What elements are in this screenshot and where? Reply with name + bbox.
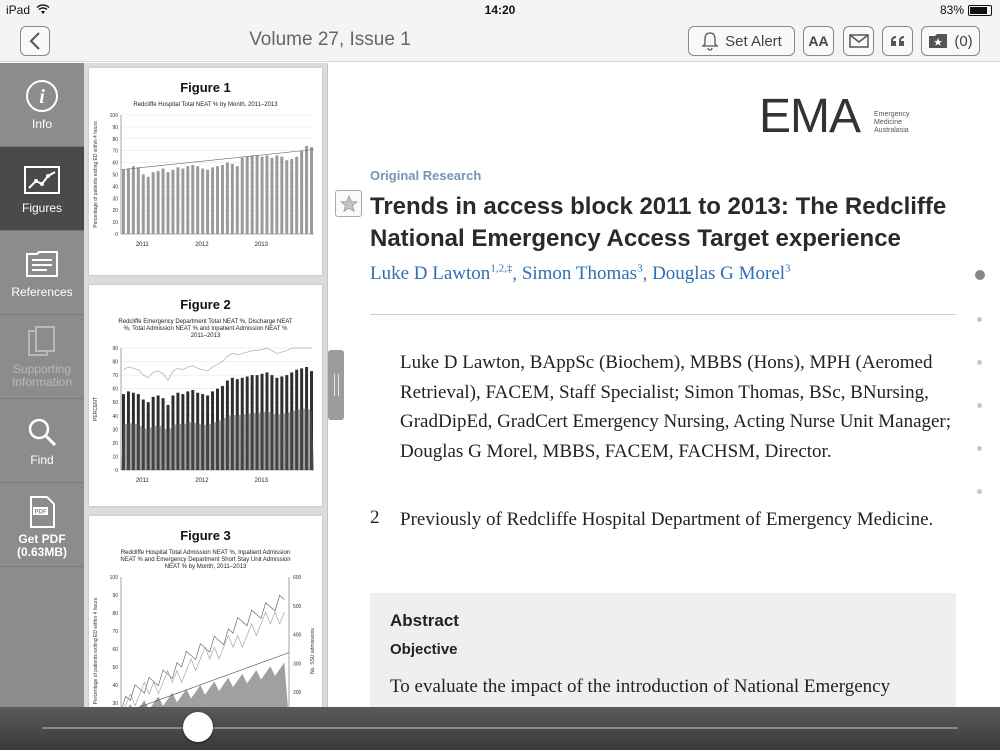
- sidebar-item-label: References: [11, 285, 73, 299]
- logo-line: Medicine: [874, 119, 903, 126]
- chart-title: Redcliffe Emergency Department Total NEAT %, Discharge NEAT %, Total Admission NEAT % and Inpatient Admission NEAT % 2011–2013: [118, 319, 293, 339]
- bar: [290, 159, 293, 234]
- font-size-icon: AA: [808, 33, 829, 49]
- bar: [226, 163, 229, 234]
- bar: [142, 175, 145, 235]
- figure-2-chart: [89, 340, 322, 490]
- bar: [196, 166, 199, 234]
- y-tick-label: 80: [112, 136, 118, 143]
- x-group-label: 2013: [254, 478, 268, 484]
- chart-title: Redcliffe Hospital Total NEAT % by Month, 2011–2013: [133, 102, 278, 108]
- y-tick-label: 90: [112, 346, 118, 352]
- article-category: Original Research: [370, 168, 482, 183]
- y-tick-label: 20: [112, 208, 118, 215]
- y-tick-label: 60: [112, 160, 118, 167]
- pdf-icon: [29, 496, 55, 528]
- bar: [191, 165, 194, 234]
- y-tick-label: 40: [112, 413, 118, 420]
- battery-icon: [968, 5, 992, 16]
- y-tick-label: 80: [112, 611, 118, 617]
- y-tick-label: 90: [112, 593, 118, 599]
- bar: [310, 147, 313, 234]
- y-tick-label: 60: [112, 386, 118, 393]
- bar: [275, 155, 278, 234]
- sidebar-item-get-pdf[interactable]: [0, 483, 84, 567]
- page-dot[interactable]: [977, 360, 982, 365]
- objective-heading: Objective: [390, 641, 458, 658]
- divider: [370, 314, 956, 315]
- y-tick-label: 70: [112, 373, 118, 380]
- chart-icon: [24, 166, 60, 194]
- sidebar-item-label: Figures: [21, 201, 62, 215]
- author-link[interactable]: Simon Thomas$^3$: [521, 263, 643, 285]
- page-dot[interactable]: [977, 446, 982, 451]
- y-tick-label: 60: [112, 647, 118, 653]
- y-tick-label: 30: [112, 701, 118, 707]
- bar: [285, 160, 288, 234]
- y-tick-label: 50: [112, 665, 118, 671]
- bar: [305, 146, 308, 234]
- bar: [181, 169, 184, 234]
- position-slider-thumb[interactable]: [183, 712, 213, 742]
- bar: [206, 170, 209, 234]
- x-group-label: 2012: [195, 478, 209, 484]
- quote-icon: [890, 35, 906, 47]
- bar: [127, 169, 130, 234]
- star-icon: [340, 195, 358, 213]
- bar: [162, 169, 165, 234]
- y-tick-label: 80: [112, 359, 118, 366]
- battery-status: [940, 3, 992, 17]
- cite-button[interactable]: [882, 26, 913, 56]
- logo-line: Australasia: [874, 127, 909, 134]
- y-tick-label: 10: [112, 220, 118, 227]
- bar: [280, 157, 283, 234]
- figure-label: Figure 2: [180, 297, 231, 312]
- saved-count: (0): [954, 32, 973, 50]
- y-tick-label: 70: [112, 629, 118, 635]
- reading-position-bar: [0, 707, 1000, 750]
- favorite-button[interactable]: [335, 190, 362, 217]
- bar: [236, 166, 239, 234]
- sidebar-item-find[interactable]: [0, 399, 84, 483]
- bar: [157, 171, 160, 234]
- y-tick-label: 30: [112, 196, 118, 203]
- series-line: [123, 348, 311, 381]
- set-alert-label: Set Alert: [725, 32, 782, 50]
- y-tick-right-label: 300: [293, 661, 302, 668]
- bar: [137, 167, 140, 234]
- bell-icon: [701, 31, 719, 51]
- battery-percent: 83%: [939, 3, 964, 17]
- issue-title: Volume 27, Issue 1: [249, 29, 411, 50]
- page-dot[interactable]: [975, 270, 985, 280]
- y-tick-label: 50: [112, 172, 118, 179]
- affiliation-2: Previously of Redcliffe Hospital Department of Emergency Medicine.: [400, 509, 934, 530]
- search-icon: [27, 417, 57, 447]
- bar: [132, 166, 135, 234]
- objective-text: To evaluate the impact of the introduction of National Emergency: [390, 676, 891, 697]
- bar: [251, 155, 254, 234]
- x-group-label: 2011: [135, 478, 149, 484]
- bar: [167, 172, 170, 234]
- figure-3-chart: [89, 571, 322, 711]
- abstract-section: [370, 593, 956, 723]
- y-tick-label: 10: [112, 454, 118, 461]
- status-bar: [0, 0, 1000, 20]
- figure-label: Figure 1: [180, 80, 231, 95]
- y-tick-right-label: 400: [293, 632, 302, 639]
- x-group-label: 2013: [254, 242, 268, 248]
- sidebar-item-references[interactable]: [0, 231, 84, 315]
- article-content: [345, 63, 1000, 707]
- email-button[interactable]: [843, 26, 874, 56]
- figure-1-chart: [89, 109, 322, 259]
- bar: [152, 172, 155, 234]
- affiliation-2-number: 2: [370, 507, 380, 528]
- bar: [147, 177, 150, 234]
- bar: [261, 157, 264, 234]
- y-tick-label: 40: [112, 683, 118, 689]
- y-tick-label: 40: [112, 184, 118, 191]
- sidebar: [0, 63, 84, 707]
- article-title: Trends in access block 2011 to 2013: The Redcliffe National Emergency Access Target experience: [370, 193, 947, 252]
- bar: [176, 167, 179, 234]
- y-tick-label: 20: [112, 440, 118, 447]
- bar: [246, 157, 249, 234]
- info-icon: [25, 79, 59, 113]
- set-alert-button[interactable]: [688, 26, 795, 56]
- sidebar-item-label: Supporting Information: [11, 362, 73, 389]
- bar: [221, 165, 224, 234]
- chart-title: Redcliffe Hospital Total Admission NEAT %, Inpatient Admission NEAT % and Emergency Department Short Stay Unit Admission NEAT % by Month, 2011–2013: [120, 550, 291, 570]
- y-tick-label: 30: [112, 427, 118, 434]
- sidebar-item-info[interactable]: [0, 63, 84, 147]
- sidebar-item-label: Get PDF (0.63MB): [16, 532, 67, 559]
- abstract-heading: Abstract: [390, 611, 459, 630]
- y-axis-label: PERCENT: [93, 397, 99, 421]
- envelope-icon: [849, 34, 869, 48]
- journal-logo: [759, 90, 910, 143]
- bar: [300, 151, 303, 234]
- x-group-label: 2012: [195, 242, 209, 248]
- sidebar-item-figures[interactable]: [0, 147, 84, 231]
- y-tick-label: 100: [109, 113, 118, 119]
- y-tick-label: 70: [112, 148, 118, 155]
- y-tick-label: 0: [115, 232, 118, 238]
- y-axis-label: Percentage of patients exiting ED within 4 hours: [93, 121, 99, 228]
- bar: [122, 170, 125, 234]
- sidebar-item-label: Find: [30, 453, 54, 467]
- sidebar-item-label: Info: [31, 117, 52, 131]
- bar: [256, 155, 259, 234]
- author-link[interactable]: Luke D Lawton$^{1,2,\ddagger}$: [370, 263, 513, 285]
- panel-resize-handle[interactable]: [328, 350, 344, 420]
- clock: 14:20: [484, 3, 516, 17]
- y-tick-right-label: 600: [293, 575, 302, 581]
- svg-text:i: i: [39, 86, 45, 108]
- sidebar-item-supporting-information[interactable]: [0, 315, 84, 399]
- y-tick-label: 50: [112, 400, 118, 407]
- svg-text:PDF: PDF: [34, 509, 47, 516]
- bar: [266, 155, 269, 234]
- figure-2-card[interactable]: [89, 285, 322, 506]
- author-list: Luke D Lawton$^{1,2,\ddagger}$, Simon Thomas$^3$, Douglas G Morel$^3$: [370, 263, 791, 285]
- bar: [231, 164, 234, 234]
- bar: [201, 169, 204, 234]
- page-dot[interactable]: [977, 317, 982, 322]
- device-name: iPad: [6, 3, 31, 17]
- supporting-info-icon: [27, 325, 57, 359]
- folder-star-icon: [928, 33, 948, 49]
- affiliation-1: Luke D Lawton, BAppSc (Biochem), MBBS (Hons), MPH (Aeromed Retrieval), FACEM, Staff Specialist; Simon Thomas, BSc, BNursing, GradDipEd, GradCert Emergency Nursing, Acting Nurse Unit Manager; Douglas G Morel, MBBS, FACEM, FACHSM, Director.: [400, 352, 952, 462]
- y-tick-label: 0: [115, 468, 118, 474]
- journal-logo-mark: EMA: [759, 90, 861, 143]
- x-group-label: 2011: [135, 242, 149, 248]
- y-axis-right-label: No. SSU admissions: [310, 628, 316, 674]
- bar: [295, 157, 298, 234]
- bar: [171, 170, 174, 234]
- y-tick-right-label: 200: [293, 690, 302, 697]
- page-dot[interactable]: [977, 489, 982, 494]
- y-tick-label: 90: [112, 124, 118, 131]
- figure-1-card[interactable]: [89, 68, 322, 275]
- logo-line: Emergency: [874, 111, 910, 118]
- references-icon: [25, 250, 59, 278]
- saved-articles-button[interactable]: [921, 26, 980, 56]
- bar: [211, 167, 214, 234]
- figures-panel: [84, 63, 328, 707]
- y-axis-label: Percentage of patients exiting ED within 4 hours: [93, 597, 99, 705]
- page-dot[interactable]: [977, 403, 982, 408]
- position-slider-track[interactable]: [42, 727, 958, 729]
- y-tick-label: 100: [109, 575, 118, 581]
- navigation-bar: [0, 20, 1000, 62]
- figure-label: Figure 3: [180, 528, 231, 543]
- bar: [186, 166, 189, 234]
- figure-3-card[interactable]: [89, 516, 322, 726]
- bar: [241, 158, 244, 234]
- bar: [216, 166, 219, 234]
- bar: [270, 158, 273, 234]
- font-size-button[interactable]: [803, 26, 834, 56]
- journal-logo-text: [874, 111, 909, 135]
- y-tick-right-label: 500: [293, 603, 302, 610]
- author-link[interactable]: Douglas G Morel$^3$: [652, 263, 791, 285]
